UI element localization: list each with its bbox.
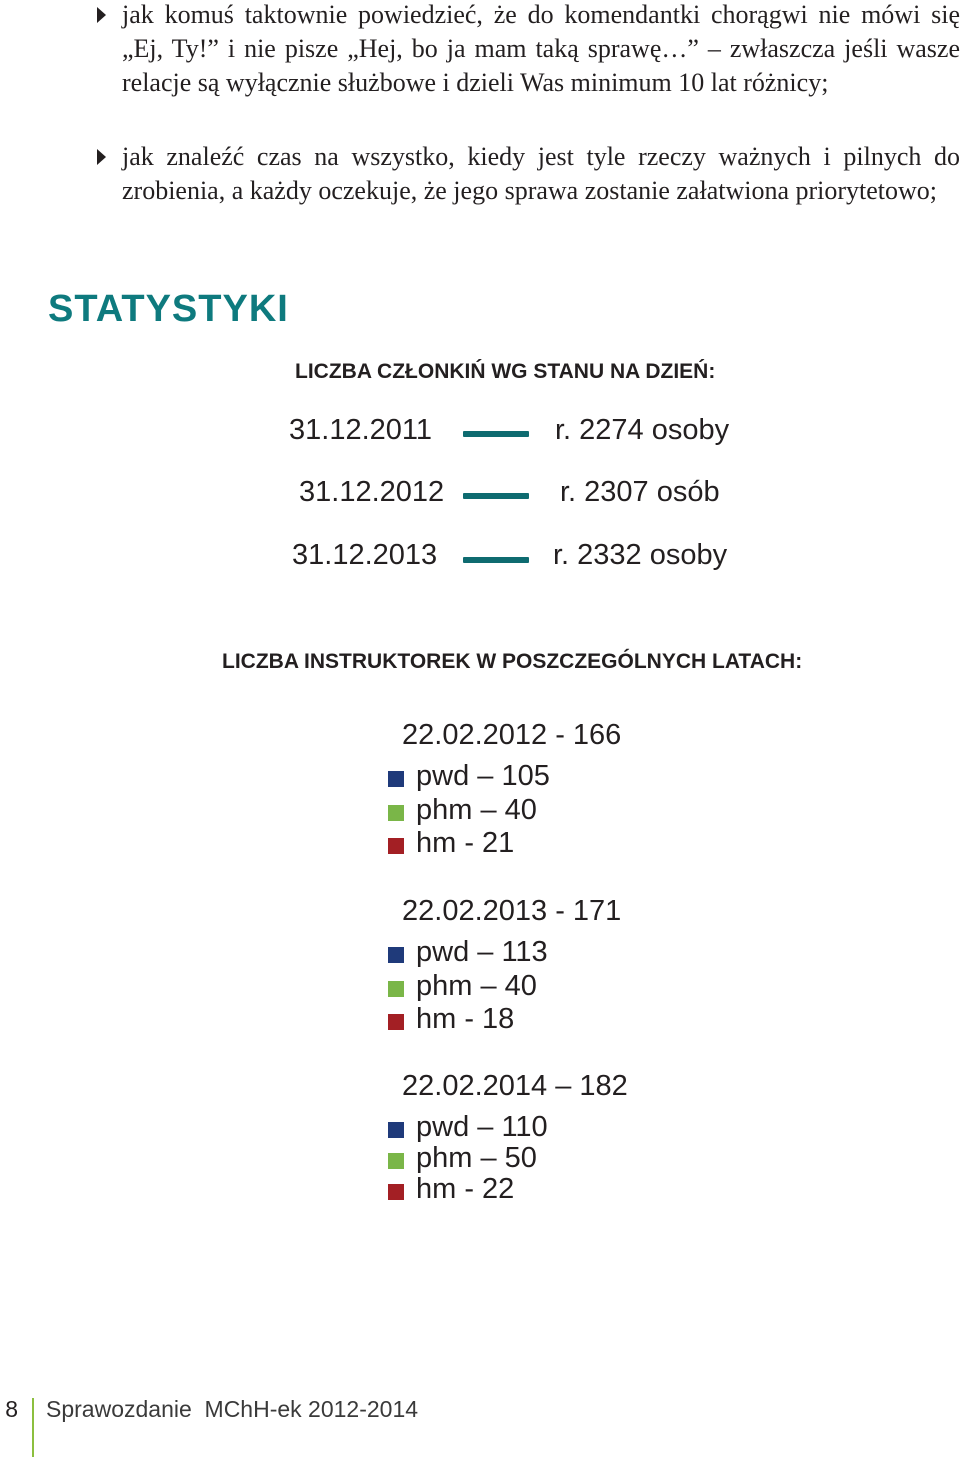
item-label: phm – 50 [416, 1142, 537, 1174]
dash-line-icon [463, 431, 529, 437]
members-count: r. 2307 osób [560, 476, 720, 508]
members-date: 31.12.2012 [299, 476, 445, 508]
triangle-bullet-icon [97, 7, 106, 23]
dash-line-icon [463, 493, 529, 499]
square-bullet-icon [388, 1122, 404, 1138]
square-bullet-icon [388, 1153, 404, 1169]
square-bullet-icon [388, 1184, 404, 1200]
item-label: pwd – 105 [416, 760, 550, 792]
members-row [0, 476, 960, 516]
square-bullet-icon [388, 771, 404, 787]
year-title: 22.02.2012 - 166 [402, 719, 622, 751]
bullet-text: jak komuś taktownie powiedzieć, że do komendantki chorągwi nie mówi się „Ej, Ty!” i nie pisze „Hej, bo ja mam taką sprawę…” – zwłaszcza jeśli wasze relacje są wyłącznie służbowe i dzieli Was minimum 10 lat różnicy; [122, 0, 960, 97]
footer-title: Sprawozdanie MChH-ek 2012-2014 [46, 1396, 419, 1422]
members-count: r. 2274 osoby [555, 414, 730, 446]
year-title: 22.02.2014 – 182 [402, 1070, 628, 1102]
members-row [0, 414, 960, 454]
square-bullet-icon [388, 805, 404, 821]
item-label: hm - 22 [416, 1173, 515, 1205]
instructors-heading: LICZBA INSTRUKTOREK W POSZCZEGÓLNYCH LATACH: [222, 650, 803, 673]
dash-line-icon [463, 557, 529, 563]
section-title: STATYSTYKI [48, 288, 289, 330]
bullet-item [122, 140, 960, 208]
item-label: pwd – 113 [416, 936, 548, 968]
page-number: 8 [5, 1396, 18, 1422]
members-heading: LICZBA CZŁONKIŃ WG STANU NA DZIEŃ: [295, 360, 716, 383]
item-label: pwd – 110 [416, 1111, 548, 1143]
square-bullet-icon [388, 981, 404, 997]
square-bullet-icon [388, 947, 404, 963]
item-label: phm – 40 [416, 970, 537, 1002]
square-bullet-icon [388, 1014, 404, 1030]
item-label: hm - 18 [416, 1003, 515, 1035]
members-count: r. 2332 osoby [553, 539, 728, 571]
bullet-item [122, 0, 960, 100]
item-label: hm - 21 [416, 827, 515, 859]
members-date: 31.12.2011 [289, 414, 432, 446]
members-row [0, 539, 960, 579]
footer-divider [32, 1398, 34, 1457]
year-title: 22.02.2013 - 171 [402, 895, 622, 927]
item-label: phm – 40 [416, 794, 537, 826]
members-date: 31.12.2013 [292, 539, 438, 571]
bullet-text: jak znaleźć czas na wszystko, kiedy jest tyle rzeczy ważnych i pilnych do zrobienia, a każdy oczekuje, że jego sprawa zostanie załatwiona priorytetowo; [122, 142, 960, 205]
triangle-bullet-icon [97, 149, 106, 165]
square-bullet-icon [388, 838, 404, 854]
